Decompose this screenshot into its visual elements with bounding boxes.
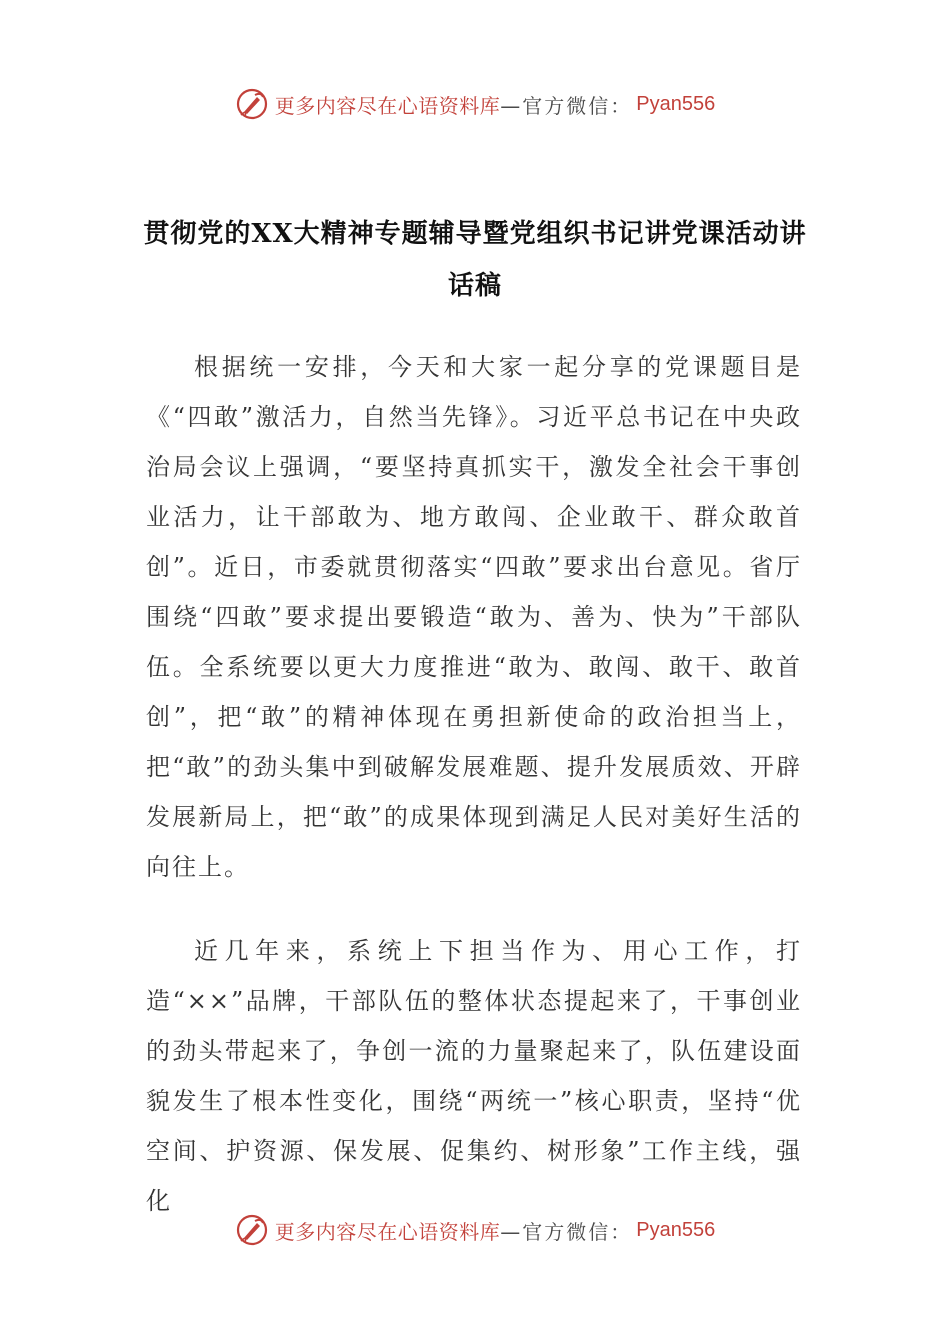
watermark-wechat-id: Pyan556	[636, 1218, 716, 1241]
header-watermark	[0, 84, 950, 124]
pen-nib-logo-icon	[235, 1213, 269, 1247]
document-body	[146, 342, 802, 1260]
watermark-brand-text: 更多内容尽在心语资料库	[274, 1219, 501, 1244]
document-title: 贯彻党的XX大精神专题辅导暨党组织书记讲党课活动讲话稿	[143, 219, 807, 301]
footer-watermark	[0, 1210, 950, 1250]
watermark-official-label: —官方微信：	[500, 1219, 633, 1244]
body-paragraph: 近几年来，系统上下担当作为、用心工作，打造“××”品牌，干部队伍的整体状态提起来了，干事创业的劲头带起来了，争创一流的力量聚起来了，队伍建设面貌发生了根本性变化，围绕“两统一”核心职责，坚持“优空间、护资源、保发展、促集约、树形象”工作主线，强化	[146, 937, 802, 1215]
watermark-brand-text: 更多内容尽在心语资料库	[274, 93, 501, 118]
watermark-official-label: —官方微信：	[500, 93, 633, 118]
watermark-wechat-id: Pyan556	[636, 92, 716, 115]
pen-nib-logo-icon	[235, 87, 269, 121]
body-paragraph: 根据统一安排，今天和大家一起分享的党课题目是《“四敢”激活力，自然当先锋》。习近平总书记在中央政治局会议上强调，“要坚持真抓实干，激发全社会干事创业活力，让干部敢为、地方敢闯、企业敢干、群众敢首创”。近日，市委就贯彻落实“四敢”要求出台意见。省厅围绕“四敢”要求提出要锻造“敢为、善为、快为”干部队伍。全系统要以更大力度推进“敢为、敢闯、敢干、敢首创”，把“敢”的精神体现在勇担新使命的政治担当上，把“敢”的劲头集中到破解发展难题、提升发展质效、开辟发展新局上，把“敢”的成果体现到满足人民对美好生活的向往上。	[146, 353, 802, 881]
